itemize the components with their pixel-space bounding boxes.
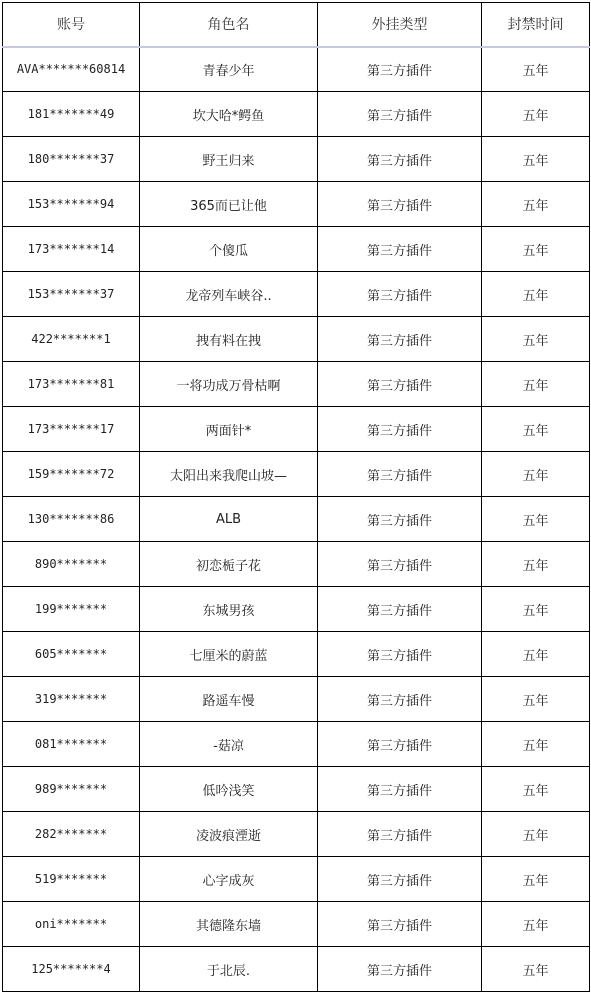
cell-account: 519******* — [3, 857, 140, 902]
cell-role-name: 一将功成万骨枯啊 — [140, 362, 318, 407]
cell-role-name: 初恋栀子花 — [140, 542, 318, 587]
cell-ban-duration: 五年 — [482, 227, 590, 272]
cell-ban-duration: 五年 — [482, 182, 590, 227]
cell-ban-duration: 五年 — [482, 632, 590, 677]
cell-role-name: -菇凉 — [140, 722, 318, 767]
table-row — [3, 452, 590, 497]
cell-account: 159*******72 — [3, 452, 140, 497]
table-row — [3, 722, 590, 767]
cell-cheat-type: 第三方插件 — [318, 317, 482, 362]
cell-cheat-type: 第三方插件 — [318, 497, 482, 542]
table-row — [3, 947, 590, 992]
cell-account: 989******* — [3, 767, 140, 812]
cell-cheat-type: 第三方插件 — [318, 632, 482, 677]
cell-account: oni******* — [3, 902, 140, 947]
cell-cheat-type: 第三方插件 — [318, 362, 482, 407]
cell-account: 180*******37 — [3, 137, 140, 182]
cell-role-name: 太阳出来我爬山坡— — [140, 452, 318, 497]
table-row — [3, 857, 590, 902]
cell-role-name: 七厘米的蔚蓝 — [140, 632, 318, 677]
cell-ban-duration: 五年 — [482, 92, 590, 137]
cell-ban-duration: 五年 — [482, 902, 590, 947]
cell-ban-duration: 五年 — [482, 317, 590, 362]
cell-role-name: 于北辰. — [140, 947, 318, 992]
cell-role-name: 心字成灰 — [140, 857, 318, 902]
table-row — [3, 317, 590, 362]
cell-account: 153*******94 — [3, 182, 140, 227]
cell-ban-duration: 五年 — [482, 362, 590, 407]
cell-role-name: 其德隆东墙 — [140, 902, 318, 947]
cell-role-name: 青春少年 — [140, 47, 318, 92]
cell-role-name: 拽有料在拽 — [140, 317, 318, 362]
cell-ban-duration: 五年 — [482, 722, 590, 767]
cell-role-name: 龙帝列车峡谷.. — [140, 272, 318, 317]
table-row — [3, 812, 590, 857]
table-row — [3, 227, 590, 272]
header-row — [3, 3, 590, 47]
cell-cheat-type: 第三方插件 — [318, 677, 482, 722]
table-row — [3, 137, 590, 182]
cell-account: 422*******1 — [3, 317, 140, 362]
ban-list-table — [2, 2, 590, 992]
cell-account: 181*******49 — [3, 92, 140, 137]
cell-role-name: 365而已让他 — [140, 182, 318, 227]
cell-role-name: 两面针* — [140, 407, 318, 452]
cell-cheat-type: 第三方插件 — [318, 767, 482, 812]
cell-cheat-type: 第三方插件 — [318, 902, 482, 947]
cell-ban-duration: 五年 — [482, 767, 590, 812]
cell-cheat-type: 第三方插件 — [318, 722, 482, 767]
cell-cheat-type: 第三方插件 — [318, 812, 482, 857]
cell-role-name: 坎大哈*鳄鱼 — [140, 92, 318, 137]
header-role-name: 角色名 — [140, 3, 318, 47]
cell-role-name: 个傻瓜 — [140, 227, 318, 272]
cell-account: 173*******81 — [3, 362, 140, 407]
cell-role-name: 低吟浅笑 — [140, 767, 318, 812]
table-row — [3, 362, 590, 407]
cell-cheat-type: 第三方插件 — [318, 542, 482, 587]
cell-cheat-type: 第三方插件 — [318, 947, 482, 992]
header-account: 账号 — [3, 3, 140, 47]
cell-cheat-type: 第三方插件 — [318, 272, 482, 317]
table-row — [3, 92, 590, 137]
cell-ban-duration: 五年 — [482, 497, 590, 542]
cell-cheat-type: 第三方插件 — [318, 47, 482, 92]
cell-ban-duration: 五年 — [482, 947, 590, 992]
table-row — [3, 497, 590, 542]
cell-cheat-type: 第三方插件 — [318, 857, 482, 902]
table-row — [3, 677, 590, 722]
cell-account: 319******* — [3, 677, 140, 722]
cell-account: 081******* — [3, 722, 140, 767]
cell-cheat-type: 第三方插件 — [318, 92, 482, 137]
table-body — [3, 47, 590, 992]
cell-cheat-type: 第三方插件 — [318, 137, 482, 182]
cell-cheat-type: 第三方插件 — [318, 452, 482, 497]
table-row — [3, 407, 590, 452]
cell-role-name: 东城男孩 — [140, 587, 318, 632]
table-row — [3, 587, 590, 632]
table-row — [3, 902, 590, 947]
cell-account: 173*******14 — [3, 227, 140, 272]
cell-ban-duration: 五年 — [482, 407, 590, 452]
cell-account: AVA*******60814 — [3, 47, 140, 92]
cell-account: 890******* — [3, 542, 140, 587]
cell-account: 199******* — [3, 587, 140, 632]
cell-ban-duration: 五年 — [482, 812, 590, 857]
cell-ban-duration: 五年 — [482, 542, 590, 587]
cell-account: 605******* — [3, 632, 140, 677]
table-row — [3, 767, 590, 812]
table-header — [3, 3, 590, 47]
cell-ban-duration: 五年 — [482, 677, 590, 722]
cell-role-name: 凌波痕湮逝 — [140, 812, 318, 857]
header-cheat-type: 外挂类型 — [318, 3, 482, 47]
table-row — [3, 272, 590, 317]
table-row — [3, 182, 590, 227]
cell-account: 282******* — [3, 812, 140, 857]
cell-account: 125*******4 — [3, 947, 140, 992]
cell-ban-duration: 五年 — [482, 587, 590, 632]
cell-cheat-type: 第三方插件 — [318, 587, 482, 632]
cell-account: 173*******17 — [3, 407, 140, 452]
header-ban-duration: 封禁时间 — [482, 3, 590, 47]
cell-cheat-type: 第三方插件 — [318, 407, 482, 452]
cell-role-name: 野王归来 — [140, 137, 318, 182]
cell-ban-duration: 五年 — [482, 47, 590, 92]
table-row — [3, 47, 590, 92]
table-row — [3, 542, 590, 587]
cell-cheat-type: 第三方插件 — [318, 227, 482, 272]
cell-ban-duration: 五年 — [482, 857, 590, 902]
table-row — [3, 632, 590, 677]
cell-role-name: 路遥车慢 — [140, 677, 318, 722]
cell-ban-duration: 五年 — [482, 272, 590, 317]
cell-ban-duration: 五年 — [482, 137, 590, 182]
cell-account: 153*******37 — [3, 272, 140, 317]
cell-account: 130*******86 — [3, 497, 140, 542]
cell-role-name: ALB — [140, 497, 318, 542]
cell-cheat-type: 第三方插件 — [318, 182, 482, 227]
cell-ban-duration: 五年 — [482, 452, 590, 497]
